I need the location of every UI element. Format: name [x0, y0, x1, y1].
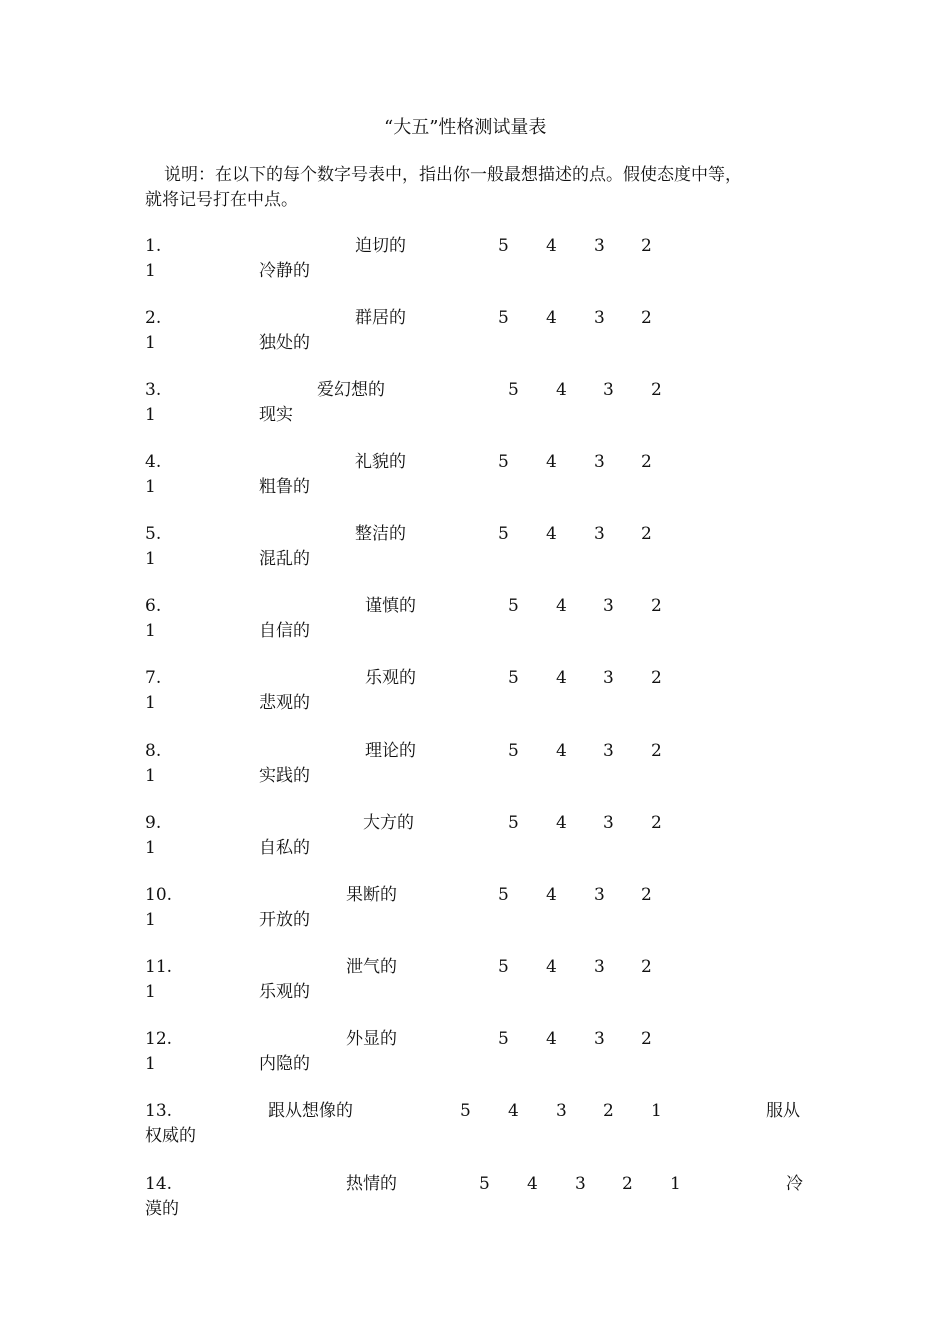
scale-point: 2	[641, 1029, 652, 1049]
scale-point: 2	[651, 668, 662, 688]
scale-point: 5	[479, 1174, 490, 1194]
document-title: “大五”性格测试量表	[384, 117, 547, 138]
item-right-label: 悲观的	[259, 693, 310, 713]
item-number: 12.	[145, 1029, 173, 1049]
scale-point: 4	[556, 813, 567, 833]
item-number: 10.	[145, 885, 173, 905]
item-number: 7.	[145, 668, 162, 688]
scale-point: 1	[145, 621, 156, 641]
scale-point: 1	[145, 477, 156, 497]
item-left-label: 迫切的	[355, 236, 406, 256]
item-left-label: 理论的	[365, 741, 416, 761]
scale-point: 1	[670, 1174, 681, 1194]
scale-point: 4	[546, 236, 557, 256]
scale-point: 4	[556, 668, 567, 688]
scale-point: 5	[498, 452, 509, 472]
scale-point: 2	[641, 308, 652, 328]
scale-point: 4	[546, 524, 557, 544]
scale-point: 4	[546, 957, 557, 977]
item-left-label: 跟从想像的	[268, 1101, 353, 1121]
scale-point: 5	[508, 596, 519, 616]
item-right-label: 冷静的	[259, 261, 310, 281]
scale-point: 5	[498, 957, 509, 977]
item-left-label: 乐观的	[365, 668, 416, 688]
scale-point: 4	[527, 1174, 538, 1194]
scale-point: 2	[651, 813, 662, 833]
item-number: 9.	[145, 813, 162, 833]
item-right-label: 独处的	[259, 333, 310, 353]
scale-point: 2	[651, 380, 662, 400]
item-number: 11.	[145, 957, 173, 977]
item-right-label: 自私的	[259, 838, 310, 858]
item-right-label-part-1: 服从	[766, 1101, 800, 1121]
item-number: 13.	[145, 1101, 173, 1121]
instructions-line-1: 说明：在以下的每个数字号表中，指出你一般最想描述的点。假使态度中等，	[164, 165, 742, 185]
scale-point: 5	[498, 308, 509, 328]
scale-point: 3	[594, 524, 605, 544]
item-number: 4.	[145, 452, 162, 472]
scale-point: 2	[641, 452, 652, 472]
scale-point: 4	[546, 452, 557, 472]
scale-point: 3	[594, 885, 605, 905]
scale-point: 2	[641, 885, 652, 905]
scale-point: 5	[508, 380, 519, 400]
scale-point: 4	[546, 885, 557, 905]
item-left-label: 整洁的	[355, 524, 406, 544]
item-right-label: 混乱的	[259, 549, 310, 569]
item-number: 1.	[145, 236, 162, 256]
item-number: 8.	[145, 741, 162, 761]
scale-point: 5	[508, 668, 519, 688]
scale-point: 3	[603, 380, 614, 400]
scale-point: 3	[594, 452, 605, 472]
scale-point: 2	[651, 596, 662, 616]
scale-point: 4	[508, 1101, 519, 1121]
scale-point: 1	[145, 910, 156, 930]
item-left-label: 礼貌的	[355, 452, 406, 472]
item-number: 2.	[145, 308, 162, 328]
scale-point: 5	[460, 1101, 471, 1121]
item-left-label: 热情的	[346, 1174, 397, 1194]
item-number: 6.	[145, 596, 162, 616]
scale-point: 1	[145, 333, 156, 353]
scale-point: 3	[594, 308, 605, 328]
scale-point: 1	[145, 693, 156, 713]
item-number: 5.	[145, 524, 162, 544]
item-left-label: 外显的	[346, 1029, 397, 1049]
scale-point: 3	[594, 1029, 605, 1049]
scale-point: 5	[498, 236, 509, 256]
scale-point: 3	[594, 957, 605, 977]
scale-point: 1	[145, 549, 156, 569]
scale-point: 4	[546, 308, 557, 328]
item-left-label: 谨慎的	[365, 596, 416, 616]
scale-point: 2	[641, 524, 652, 544]
item-right-label: 内隐的	[259, 1054, 310, 1074]
scale-point: 2	[641, 236, 652, 256]
item-left-label: 群居的	[355, 308, 406, 328]
scale-point: 3	[603, 741, 614, 761]
scale-point: 4	[556, 380, 567, 400]
scale-point: 1	[145, 261, 156, 281]
instructions-line-2: 就将记号打在中点。	[145, 190, 298, 210]
scale-point: 1	[651, 1101, 662, 1121]
scale-point: 3	[603, 668, 614, 688]
scale-point: 2	[651, 741, 662, 761]
scale-point: 1	[145, 766, 156, 786]
item-right-label: 自信的	[259, 621, 310, 641]
scale-point: 3	[603, 813, 614, 833]
scale-point: 5	[498, 885, 509, 905]
item-number: 14.	[145, 1174, 173, 1194]
item-left-label: 果断的	[346, 885, 397, 905]
scale-point: 4	[546, 1029, 557, 1049]
item-left-label: 泄气的	[346, 957, 397, 977]
scale-point: 1	[145, 1054, 156, 1074]
scale-point: 2	[622, 1174, 633, 1194]
scale-point: 4	[556, 596, 567, 616]
item-right-label-part-2: 漠的	[145, 1199, 179, 1219]
scale-point: 5	[498, 1029, 509, 1049]
scale-point: 4	[556, 741, 567, 761]
scale-point: 1	[145, 405, 156, 425]
item-right-label-part-2: 权威的	[145, 1126, 196, 1146]
scale-point: 2	[641, 957, 652, 977]
item-right-label: 现实	[259, 405, 293, 425]
scale-point: 5	[498, 524, 509, 544]
item-right-label: 粗鲁的	[259, 477, 310, 497]
item-right-label: 乐观的	[259, 982, 310, 1002]
scale-point: 5	[508, 741, 519, 761]
scale-point: 1	[145, 838, 156, 858]
scale-point: 3	[603, 596, 614, 616]
scale-point: 1	[145, 982, 156, 1002]
item-right-label-part-1: 冷	[786, 1174, 803, 1194]
scale-point: 3	[575, 1174, 586, 1194]
scale-point: 5	[508, 813, 519, 833]
item-left-label: 爱幻想的	[317, 380, 385, 400]
item-right-label: 开放的	[259, 910, 310, 930]
item-left-label: 大方的	[363, 813, 414, 833]
item-right-label: 实践的	[259, 766, 310, 786]
item-number: 3.	[145, 380, 162, 400]
scale-point: 3	[556, 1101, 567, 1121]
scale-point: 3	[594, 236, 605, 256]
scale-point: 2	[603, 1101, 614, 1121]
